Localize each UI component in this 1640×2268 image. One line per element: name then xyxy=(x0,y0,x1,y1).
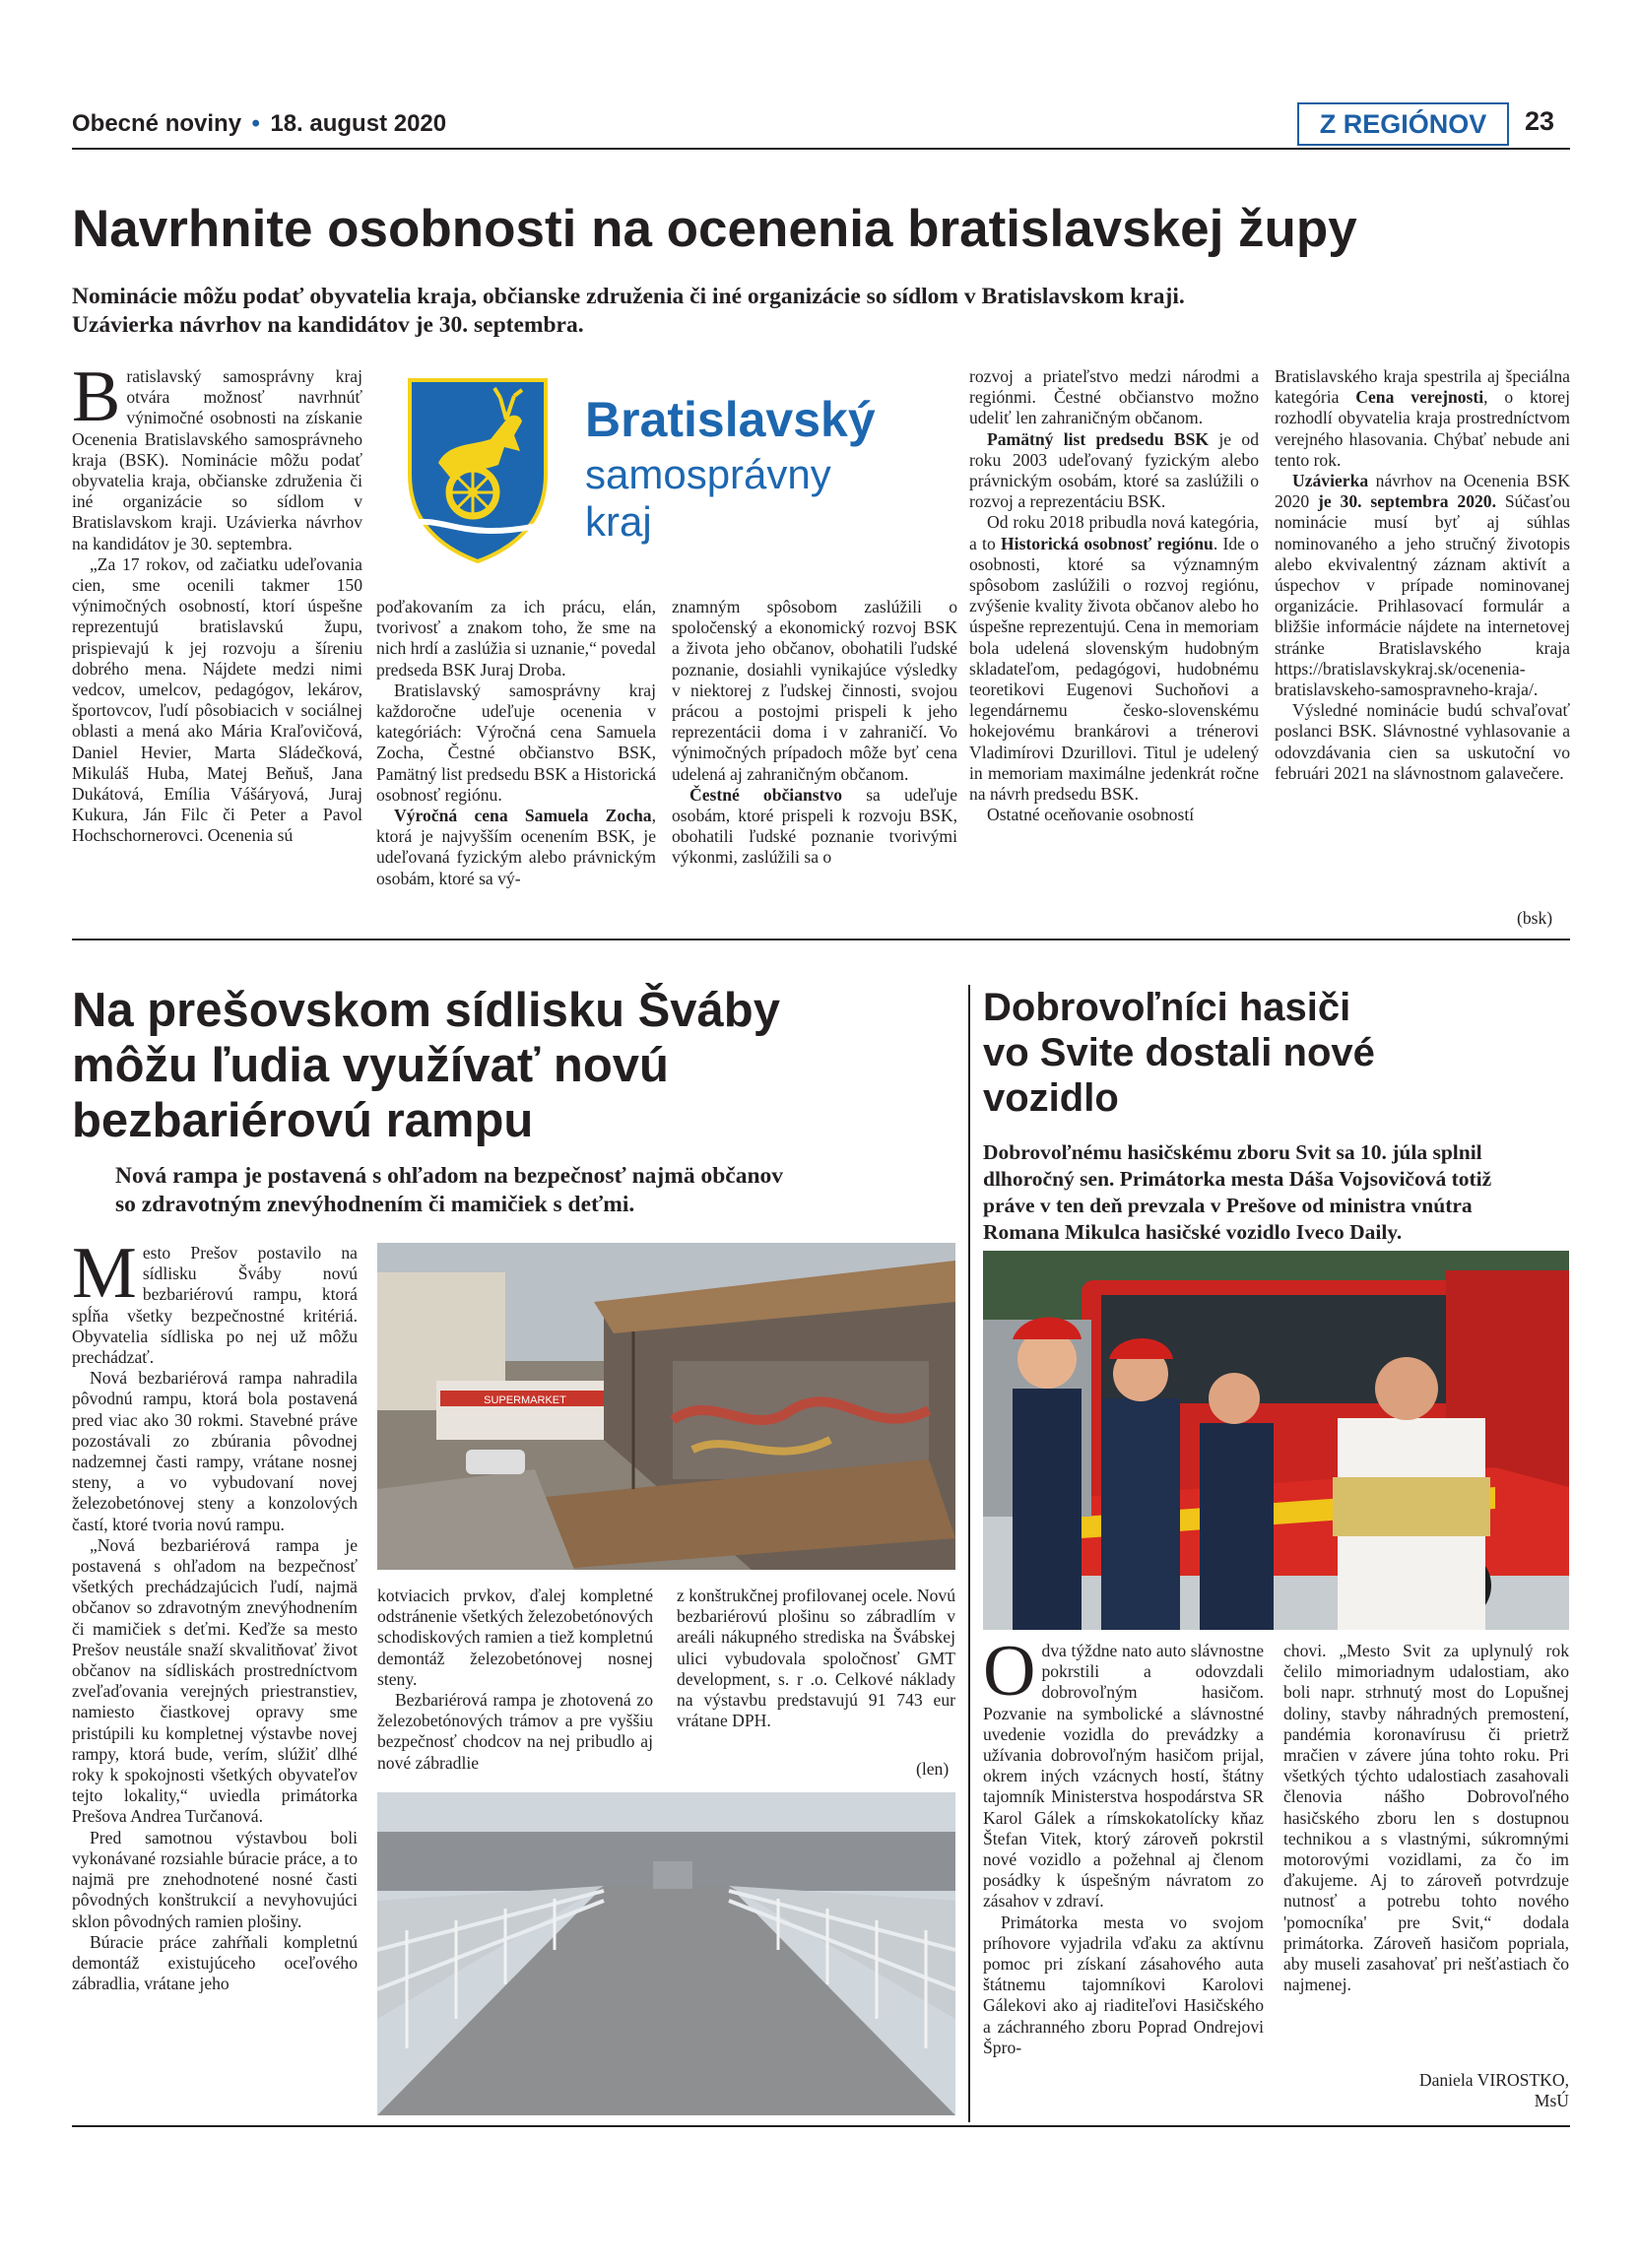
article1-column-4 xyxy=(969,366,1259,930)
header-rule xyxy=(72,148,1570,150)
article1-signature: (bsk) xyxy=(1517,908,1553,928)
article1-dropcap: B xyxy=(72,366,121,437)
award-name-memorial: Pamätný list predsedu BSK xyxy=(987,428,1210,449)
article3-title-3: vozidlo xyxy=(983,1076,1119,1120)
article2-title-3: bezbariérovú rampu xyxy=(72,1094,534,1147)
article2-title-1: Na prešovskom sídlisku Šváby xyxy=(72,984,780,1037)
article3-column-1 xyxy=(983,1641,1264,2119)
award-name-historic: Historická osobnosť regiónu xyxy=(1001,533,1214,553)
article2-paragraph: Nová bezbariérová rampa nahradila pôvodnú rampu, ktorá bola postavená pred viac ako 30 rokmi. Stavebné práve pozostávali zo zbúrania pôvodnej nadzemnej časti rampy, vrátane nosnej steny, a vo vybudovaní novej železobetónovej steny a konzolových častí, ktoré tvoria novú rampu. xyxy=(72,1368,358,1534)
article2-paragraph: „Nová bezbariérová rampa je postavená s ohľadom na bezpečnosť všetkých prechádzajúcich ľudí, najmä občanov so zdravotným znevýhodnením či mamičiek s deťmi. Keďže sa mesto Prešov neustále snaží skvalitňovať život občanov na sídliskách prostredníctvom zveľaďovania verejných priestranstiev, namiesto čiastkovej opravy sme pristúpili ku kompletnej výstavbe novej rampy, ktorá bude, verím, slúžiť dlhé roky k spokojnosti všetkých obyvateľov tejto lokality,“ uviedla primátorka Prešova Andrea Turčanová. xyxy=(72,1534,358,1827)
article2-lead-1: Nová rampa je postavená s ohľadom na bezpečnosť najmä občanov xyxy=(115,1163,784,1189)
article1-paragraph: rozvoj a priateľstvo medzi národmi a regiónmi. Čestné občianstvo možno udeliť len zahraničným občanom. xyxy=(969,366,1259,428)
ramp-demolition-photo xyxy=(377,1243,955,1570)
article1-bottom-rule xyxy=(72,939,1570,940)
article2-paragraph: kotviacich prvkov, ďalej kompletné odstránenie všetkých železobetónových schodiskových ramien a tiež kompletnú demontáž železobetónovej nosnej steny. xyxy=(377,1586,653,1689)
issue-date: 18. august 2020 xyxy=(270,110,447,137)
coat-of-arms-icon xyxy=(404,376,552,563)
article1-paragraph: Súčasťou nominácie musí byť aj súhlas nominovaného a jeho stručný životopis alebo ekvivalentný záznam aktivít a úspechov v prípade nominovanej organizácie. Prihlasovací formulár a bližšie informácie nájdete na internetovej stránke Bratislavského kraja https://bratislavskykraj.sk/ocenenia-bratislavskeho-samospravneho-kraja/. xyxy=(1275,491,1570,700)
article2-paragraph: Pred samotnou výstavbou boli vykonávané rozsiahle búracie práce, a to najmä pre znehodnotené nosné časti pôvodných konštrukcií a nevyhovujúci sklon pôvodných ramien plošiny. xyxy=(72,1827,358,1931)
article3-title-2: vo Svite dostali nové xyxy=(983,1031,1375,1074)
article1-lead-1: Nominácie môžu podať obyvatelia kraja, občianske združenia či iné organizácie so sídlom v Bratislavskom kraji. xyxy=(72,284,1185,309)
article1-paragraph: Bratislavský samosprávny kraj každoročne udeľuje ocenenia v kategóriách: Výročná cena Samuela Zocha, Čestné občianstvo BSK, Pamätný list predsedu BSK a Historická osobnosť regiónu. xyxy=(376,680,656,805)
article3-lead-4: Romana Mikulca hasičské vozidlo Iveco Daily. xyxy=(983,1220,1403,1244)
bsk-logo xyxy=(396,372,948,569)
fire-truck-photo xyxy=(983,1251,1569,1630)
article2-signature: (len) xyxy=(916,1759,950,1779)
article1-paragraph: návrhov na Ocenenia BSK 2020 xyxy=(1275,471,1570,512)
header-bullet: • xyxy=(251,110,260,137)
article3-dropcap: O xyxy=(983,1641,1036,1712)
award-name-zoch: Výročná cena Samuela Zocha xyxy=(394,806,652,826)
article3-lead-3: práve v ten deň prevzala v Prešove od ministra vnútra xyxy=(983,1194,1473,1217)
article2-title-2: môžu ľudia využívať novú xyxy=(72,1039,669,1092)
article1-paragraph: Od roku 2018 pribudla nová kategória, a to xyxy=(969,512,1259,553)
article2-column-1 xyxy=(72,1243,358,2119)
article1-column-2 xyxy=(376,597,656,932)
new-ramp-photo xyxy=(377,1792,955,2115)
article1-column-1 xyxy=(72,366,362,930)
page-bottom-rule xyxy=(72,2125,1570,2127)
article3-intro: dva týždne nato auto slávnostne pokrstili a odovzdali dobrovoľným hasičom. Pozvanie na symbolické a slávnostné uvedenie vozidla do prevádzky a užívania dobrovoľným hasičom prijal, okrem iných vzácnych hostí, štátny tajomník Ministerstva hospodárstva SR Karol Gálek a rímskokatolícky kňaz Štefan Vitek, ktorý zároveň pokrstil nové vozidlo a požehnal aj členom posádky k úspešným návratom zo zásahov v zdraví. xyxy=(983,1641,1264,1912)
article1-paragraph: . Ide o osobnosti, ktoré sa významným spôsobom zaslúžili o rozvoj regiónu, zvýšenie kvality života občanov alebo ho úspešne reprezentujú. Cena in memoriam bola udelená slovenským hudobným skladateľom, pedagógovi, hudobnému teoretikovi Eugenovi Suchoňovi a legendárnemu česko-slovenskému hokejovému brankárovi a trénerovi Vladimírovi Dzurillovi. Titul je udelený in memoriam maximálne jedenkrát ročne na návrh predsedu BSK. xyxy=(969,533,1259,805)
article2-dropcap: M xyxy=(72,1243,137,1314)
article1-lead-2: Uzávierka návrhov na kandidátov je 30. septembra. xyxy=(72,312,584,338)
article1-paragraph: , o ktorej rozhodlí obyvatelia kraja prostredníctvom verejného hlasovania. Chýbať nebude ani tento rok. xyxy=(1275,387,1570,470)
article1-paragraph: sa udeľuje osobám, ktoré prispeli k rozvoju BSK, obohatili ľudské poznanie tvorivými výkonmi, zaslúžili sa o xyxy=(672,784,957,868)
article2-paragraph: z konštrukčnej profilovanej ocele. Novú bezbariérovú plošinu so zábradlím v areáli nákupného strediska na Švábskej ulici vybudovala spoločnosť GMT development, s. r .o. Celkové náklady na výstavbu predstavujú 91 743 eur vrátane DPH. xyxy=(677,1586,955,1731)
article2-intro: esto Prešov postavilo na sídlisku Šváby novú bezbariérovú rampu, ktorá spĺňa všetky bezpečnostné kritériá. Obyvatelia sídliska po nej už môžu prechádzať. xyxy=(72,1243,358,1368)
article3-lead-2: dlhoročný sen. Primátorka mesta Dáša Vojsovičová totiž xyxy=(983,1167,1492,1191)
article1-paragraph: Bratislavského kraja spestrila aj špeciálna kategória xyxy=(1275,366,1570,408)
logo-line-3: kraj xyxy=(585,498,652,545)
article1-paragraph: je od roku 2003 udeľovaný fyzickým alebo právnickým osobám, ktoré sa zaslúžili o rozvoj a reprezentáciu BSK. xyxy=(969,428,1259,512)
column-divider xyxy=(968,985,970,2122)
article2-lead-2: so zdravotným znevýhodnením či mamičiek s deťmi. xyxy=(115,1192,635,1217)
article1-paragraph: Výsledné nominácie budú schvaľovať poslanci BSK. Slávnostné vyhlasovanie a odovzdávania cien sa uskutoční vo februári 2021 na slávnostnom galavečere. xyxy=(1275,700,1570,783)
page-number: 23 xyxy=(1525,106,1555,136)
article3-paragraph: chovi. „Mesto Svit za uplynulý rok čelilo mimoriadnym udalostiam, ako boli napr. strhnutý most do Lopušnej doliny, stavby náhradných premostení, pandémia koronavírusu či prietrž mračien v závere júna tohto roku. Pri všetkých týchto udalostiach zasahovali členovia nášho Dobrovoľného hasičského zboru len s dostupnou technikou a s vlastnými, súkromnými motorovými vozidlami, za čo im ďakujeme. Aj to zároveň potvrdzuje nutnosť a potrebu tohto nového 'pomocníka' pre Svit,“ dodala primátorka. Zároveň hasičom popriala, aby museli zasahovať pri nešťastiach čo najmenej. xyxy=(1283,1641,1569,1995)
article1-paragraph: „Za 17 rokov, od začiatku udeľovania cien, sme ocenili takmer 150 výnimočných osobností, ktorí úspešne reprezentujú bratislavskú župu, prispievajú k jej rozvoju a šíreniu dobrého mena. Nájdete medzi nimi vedcov, umelcov, pedagógov, lekárov, športovcov, ľudí pôsobiacich v sociálnej oblasti a mená ako Mária Kraľovičová, Daniel Hevier, Marta Sládečková, Mikuláš Huba, Matej Beňuš, Jana Dukátová, Emília Vášáryová, Juraj Kukura, Ján Filc či Peter a Pavol Hochschornerovci. Ocenenia sú xyxy=(72,553,362,846)
article2-column-3 xyxy=(677,1586,955,1759)
article1-column-3 xyxy=(672,597,957,932)
deadline-date: je 30. septembra 2020. xyxy=(1318,491,1496,512)
deadline-label: Uzávierka xyxy=(1292,471,1369,491)
article2-paragraph: Búracie práce zahŕňali kompletnú demontáž existujúceho oceľového zábradlia, vrátane jeho xyxy=(72,1931,358,1994)
award-name-public: Cena verejnosti xyxy=(1355,387,1484,408)
article3-author: Daniela VIROSTKO, xyxy=(1418,2070,1569,2090)
article1-paragraph: poďakovaním za ich prácu, elán, tvorivosť a znakom toho, že sme na nich hrdí a zaslúžia si uznanie,“ povedal predseda BSK Juraj Droba. xyxy=(376,597,656,680)
article3-author-org: MsÚ xyxy=(1534,2091,1569,2110)
logo-line-2: samosprávny xyxy=(585,451,831,497)
award-name-citizenship: Čestné občianstvo xyxy=(689,784,843,805)
article3-lead-1: Dobrovoľnému hasičskému zboru Svit sa 10. júla splnil xyxy=(983,1140,1482,1164)
article1-title: Navrhnite osobnosti na ocenenia bratislavskej župy xyxy=(72,200,1357,258)
article1-column-5 xyxy=(1275,366,1570,908)
paper-name: Obecné noviny xyxy=(72,110,242,137)
article2-paragraph: Bezbariérová rampa je zhotovená zo železobetónových trámov a pre vyššiu bezpečnosť chodcov na nej pribudlo aj nové zábradlie xyxy=(377,1690,653,1773)
logo-line-1: Bratislavský xyxy=(585,392,876,447)
section-label: Z REGIÓNOV xyxy=(1297,102,1509,146)
article3-column-2 xyxy=(1283,1641,1569,2054)
article1-paragraph: , ktorá je najvyšším ocenením BSK, je udeľovaná fyzickým alebo právnickým osobám, ktoré sa vý- xyxy=(376,806,656,888)
supermarket-sign: SUPERMARKET xyxy=(484,1394,566,1406)
article1-intro: ratislavský samosprávny kraj otvára možnosť navrhnúť výnimočné osobnosti na získanie Ocenenia Bratislavského samosprávneho kraja (BSK). Nominácie môžu podať obyvatelia kraja, občianske združenia či iné organizácie so sídlom v Bratislavskom kraji. Uzávierka návrhov na kandidátov je 30. septembra. xyxy=(72,366,362,553)
article3-title-1: Dobrovoľníci hasiči xyxy=(983,986,1351,1029)
article3-paragraph: Primátorka mesta vo svojom príhovore vyjadrila vďaku za aktívnu pomoc pri získaní zásahového auta štátnemu tajomníkovi Karolovi Gálekovi ako aj riaditeľovi Hasičského a záchranného zboru Poprad Ondrejovi Špro- xyxy=(983,1912,1264,2057)
article1-paragraph: znamným spôsobom zaslúžili o spoločenský a ekonomický rozvoj BSK a života jeho občanov, obohatili ľudské poznanie, dosiahli vynikajúce výsledky v niektorej z ľudskej činnosti, svojou prácou a postojmi prispeli k jeho reprezentácii doma i v zahraničí. Vo výnimočných prípadoch môže byť cena udelená aj zahraničným občanom. xyxy=(672,597,957,784)
article2-column-2 xyxy=(377,1586,653,1782)
article1-paragraph: Ostatné oceňovanie osobností xyxy=(987,805,1195,825)
